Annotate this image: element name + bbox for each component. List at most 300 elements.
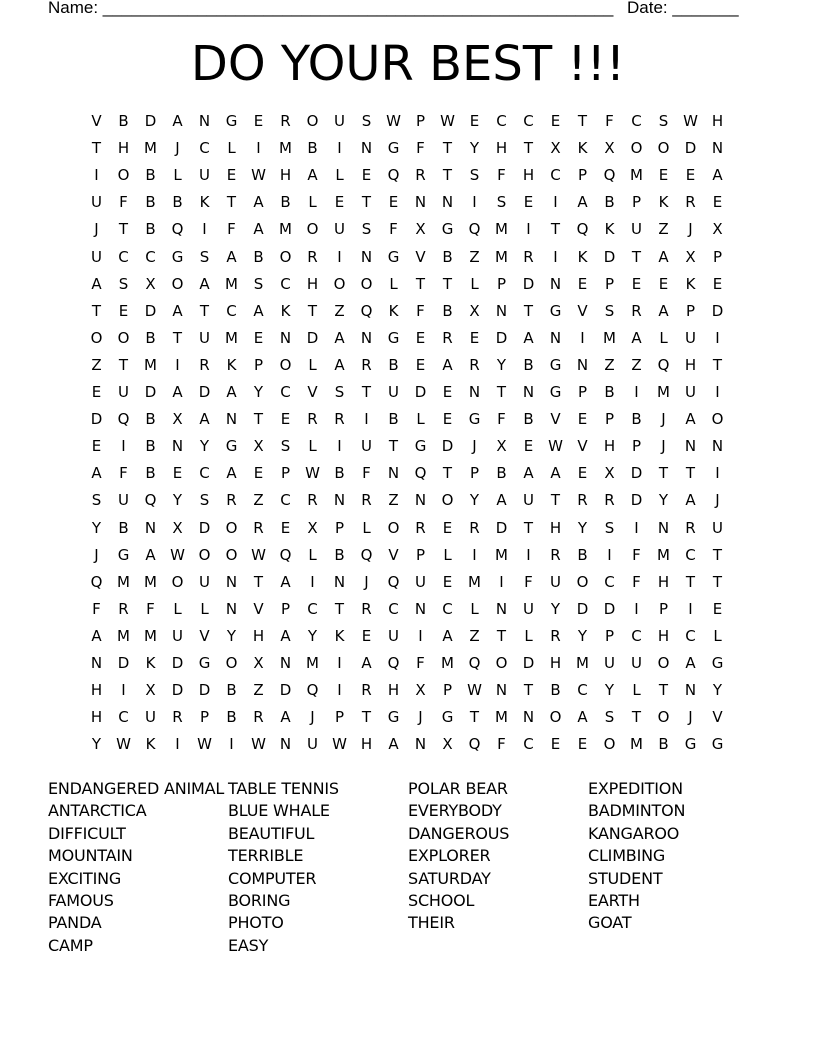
grid-letter: R — [550, 545, 561, 564]
grid-letter: A — [280, 708, 291, 727]
grid-letter: E — [658, 274, 669, 293]
grid-letter: H — [252, 626, 265, 645]
grid-letter: M — [495, 220, 508, 239]
grid-letter: S — [469, 166, 480, 185]
grid-letter: T — [388, 437, 399, 456]
grid-letter: L — [524, 626, 533, 645]
grid-letter: R — [226, 491, 237, 510]
word-list-item: EASY — [228, 935, 269, 955]
grid-letter: B — [577, 545, 588, 564]
grid-letter: U — [388, 626, 399, 645]
grid-letter: I — [715, 383, 720, 401]
grid-letter: E — [577, 735, 588, 754]
word-list-item: EXCITING — [48, 868, 122, 888]
grid-letter: N — [549, 274, 562, 293]
grid-letter: T — [685, 572, 696, 591]
grid-letter: D — [171, 654, 184, 672]
grid-letter: S — [361, 220, 372, 239]
grid-letter: T — [523, 301, 534, 320]
grid-letter: I — [121, 437, 126, 456]
grid-letter: W — [305, 464, 320, 483]
grid-letter: T — [442, 166, 453, 185]
grid-letter: K — [145, 735, 156, 754]
grid-letter: W — [251, 166, 266, 185]
grid-letter: A — [361, 654, 372, 672]
grid-letter: T — [631, 247, 642, 266]
grid-letter: H — [522, 166, 535, 185]
grid-letter: Q — [144, 491, 157, 510]
grid-letter: A — [496, 491, 507, 510]
grid-letter: T — [91, 301, 102, 320]
grid-letter: O — [306, 112, 319, 130]
grid-letter: E — [631, 274, 642, 293]
grid-letter: R — [577, 491, 588, 510]
grid-letter: P — [685, 301, 696, 320]
grid-letter: D — [603, 599, 616, 618]
word-list-item: THEIR — [408, 913, 455, 933]
grid-letter: E — [415, 355, 426, 374]
grid-letter: R — [199, 355, 210, 374]
grid-letter: T — [550, 220, 561, 239]
grid-letter: M — [225, 274, 238, 293]
grid-letter: Y — [577, 626, 588, 645]
grid-letter: W — [467, 681, 482, 700]
word-list-column — [228, 778, 408, 957]
grid-letter: U — [685, 328, 696, 347]
grid-letter: G — [684, 735, 697, 754]
grid-letter: P — [631, 193, 642, 212]
grid-letter: P — [658, 599, 669, 618]
grid-letter: Y — [604, 681, 615, 700]
grid-letter: L — [389, 274, 398, 293]
grid-letter: G — [414, 437, 427, 456]
grid-letter: T — [712, 545, 723, 564]
grid-letter: U — [118, 491, 129, 510]
grid-letter: M — [495, 247, 508, 266]
grid-letter: G — [549, 383, 562, 401]
grid-letter: L — [173, 166, 182, 185]
grid-letter: F — [416, 654, 425, 672]
grid-letter: K — [577, 139, 588, 158]
grid-letter: E — [469, 328, 480, 347]
word-list-item: ANTARCTICA — [48, 801, 147, 821]
grid-letter: U — [172, 626, 183, 645]
grid-letter: J — [175, 139, 180, 158]
grid-letter: D — [198, 518, 211, 537]
grid-letter: B — [307, 139, 318, 158]
grid-letter: K — [577, 247, 588, 266]
grid-letter: Y — [550, 599, 561, 618]
grid-letter: M — [495, 708, 508, 727]
grid-letter: M — [117, 572, 130, 591]
grid-letter: N — [495, 301, 508, 320]
grid-letter: F — [119, 464, 128, 483]
grid-letter: G — [117, 545, 130, 564]
grid-letter: A — [334, 328, 345, 347]
grid-letter: T — [550, 491, 561, 510]
grid-letter: I — [310, 572, 315, 591]
grid-letter: N — [468, 383, 481, 401]
grid-letter: A — [91, 274, 102, 293]
grid-letter: Y — [307, 626, 318, 645]
grid-letter: C — [685, 545, 696, 564]
grid-letter: R — [415, 518, 426, 537]
grid-letter: A — [442, 626, 453, 645]
grid-letter: H — [657, 572, 670, 591]
grid-letter: S — [280, 437, 291, 456]
grid-letter: T — [253, 572, 264, 591]
grid-letter: U — [361, 437, 372, 456]
grid-letter: E — [442, 572, 453, 591]
grid-letter: G — [387, 139, 400, 158]
grid-letter: K — [280, 301, 291, 320]
grid-letter: W — [548, 437, 563, 456]
grid-letter: Q — [387, 572, 400, 591]
grid-letter: L — [308, 437, 317, 456]
grid-letter: W — [683, 112, 698, 130]
grid-letter: Y — [253, 383, 264, 401]
grid-letter: C — [280, 491, 291, 510]
word-list-item: TERRIBLE — [228, 846, 304, 866]
grid-letter: Z — [658, 220, 669, 239]
grid-letter: R — [307, 410, 318, 429]
grid-letter: J — [688, 708, 693, 727]
grid-letter: C — [577, 681, 588, 700]
grid-letter: E — [442, 518, 453, 537]
grid-letter: A — [388, 735, 399, 754]
grid-letter: B — [253, 247, 264, 266]
grid-letter: B — [442, 247, 453, 266]
grid-letter: H — [657, 626, 670, 645]
grid-letter: T — [91, 139, 102, 158]
grid-letter: E — [91, 383, 102, 401]
grid-letter: H — [279, 166, 292, 185]
grid-letter: U — [631, 220, 642, 239]
grid-letter: H — [549, 518, 562, 537]
grid-letter: Y — [658, 491, 669, 510]
grid-letter: N — [360, 328, 373, 347]
grid-letter: D — [414, 383, 427, 401]
grid-letter: I — [715, 464, 720, 483]
grid-letter: G — [441, 708, 454, 727]
grid-letter: A — [658, 247, 669, 266]
grid-letter: Q — [576, 220, 589, 239]
grid-letter: E — [712, 193, 723, 212]
grid-letter: T — [118, 355, 129, 374]
grid-letter: R — [685, 193, 696, 212]
grid-letter: Y — [712, 681, 723, 700]
grid-letter: L — [632, 681, 641, 700]
grid-letter: U — [523, 491, 534, 510]
header — [48, 0, 816, 20]
grid-letter: Z — [631, 355, 642, 374]
word-list-item: EXPEDITION — [588, 779, 683, 798]
grid-letter: Y — [469, 491, 480, 510]
grid-letter: D — [144, 383, 157, 401]
grid-letter: E — [361, 626, 372, 645]
grid-letter: D — [198, 681, 211, 700]
grid-letter: K — [388, 301, 399, 320]
grid-letter: I — [337, 247, 342, 266]
grid-letter: T — [226, 193, 237, 212]
grid-letter: T — [469, 708, 480, 727]
grid-letter: I — [337, 437, 342, 456]
grid-letter: C — [685, 626, 696, 645]
grid-letter: S — [253, 274, 264, 293]
grid-letter: F — [416, 139, 425, 158]
grid-letter: F — [416, 301, 425, 320]
grid-letter: R — [307, 491, 318, 510]
grid-letter: S — [658, 112, 669, 130]
grid-letter: E — [118, 301, 129, 320]
grid-letter: N — [576, 355, 589, 374]
grid-letter: S — [199, 247, 210, 266]
grid-letter: T — [577, 112, 588, 130]
grid-letter: P — [334, 518, 345, 537]
grid-letter: C — [604, 572, 615, 591]
grid-letter: A — [172, 112, 183, 130]
grid-letter: M — [657, 383, 670, 401]
name-field-label: Name: ______________________________________________________ — [48, 0, 614, 17]
grid-letter: B — [118, 112, 129, 130]
grid-letter: D — [279, 681, 292, 700]
grid-letter: Q — [171, 220, 184, 239]
grid-letter: F — [146, 599, 155, 618]
grid-letter: P — [631, 437, 642, 456]
grid-letter: H — [90, 708, 103, 727]
grid-letter: F — [389, 220, 398, 239]
grid-letter: A — [145, 545, 156, 564]
grid-letter: M — [630, 166, 643, 185]
grid-letter: R — [415, 166, 426, 185]
grid-letter: E — [388, 193, 399, 212]
grid-letter: N — [279, 735, 292, 754]
grid-letter: N — [225, 572, 238, 591]
grid-letter: V — [199, 626, 210, 645]
grid-letter: D — [117, 654, 130, 672]
grid-letter: E — [577, 274, 588, 293]
grid-letter: B — [145, 464, 156, 483]
word-list-item: BADMINTON — [588, 801, 686, 821]
grid-letter: R — [280, 112, 291, 130]
grid-letter: Y — [469, 139, 480, 158]
grid-letter: Q — [360, 301, 373, 320]
grid-letter: J — [688, 220, 693, 239]
grid-letter: P — [415, 545, 426, 564]
grid-letter: I — [175, 735, 180, 754]
grid-letter: A — [442, 355, 453, 374]
grid-letter: A — [280, 572, 291, 591]
word-list-item: SATURDAY — [408, 868, 491, 888]
grid-letter: F — [632, 545, 641, 564]
grid-letter: O — [117, 166, 130, 185]
grid-letter: E — [550, 735, 561, 754]
grid-letter: T — [442, 139, 453, 158]
grid-letter: U — [91, 193, 102, 212]
grid-letter: W — [170, 545, 185, 564]
grid-letter: C — [523, 735, 534, 754]
grid-letter: Q — [306, 681, 319, 700]
grid-letter: G — [225, 112, 238, 130]
grid-letter: N — [684, 681, 697, 700]
grid-letter: X — [604, 464, 615, 483]
grid-letter: C — [226, 301, 237, 320]
grid-letter: V — [550, 410, 561, 429]
grid-letter: C — [199, 464, 210, 483]
grid-letter: J — [472, 437, 477, 456]
grid-letter: B — [631, 410, 642, 429]
grid-letter: Q — [387, 654, 400, 672]
grid-letter: O — [171, 572, 184, 591]
grid-letter: N — [414, 735, 427, 754]
grid-letter: M — [144, 626, 157, 645]
grid-letter: V — [307, 383, 318, 401]
grid-letter: Y — [496, 355, 507, 374]
grid-letter: C — [307, 599, 318, 618]
grid-letter: I — [121, 681, 126, 700]
grid-letter: C — [388, 599, 399, 618]
grid-letter: E — [334, 193, 345, 212]
grid-letter: I — [256, 139, 261, 158]
grid-letter: D — [522, 274, 535, 293]
letter-grid — [83, 111, 733, 761]
grid-letter: T — [685, 464, 696, 483]
grid-letter: A — [253, 193, 264, 212]
grid-letter: A — [334, 355, 345, 374]
grid-letter: N — [144, 518, 157, 537]
word-list-column — [48, 778, 228, 957]
grid-letter: Z — [469, 626, 480, 645]
grid-letter: I — [337, 654, 342, 672]
grid-letter: A — [253, 301, 264, 320]
grid-letter: J — [94, 545, 99, 564]
grid-letter: J — [418, 708, 423, 727]
grid-letter: R — [631, 301, 642, 320]
grid-letter: G — [387, 708, 400, 727]
grid-letter: R — [334, 410, 345, 429]
grid-letter: B — [523, 410, 534, 429]
grid-letter: B — [145, 220, 156, 239]
grid-letter: L — [200, 599, 209, 618]
grid-letter: I — [418, 626, 423, 645]
grid-letter: O — [360, 274, 373, 293]
grid-letter: A — [226, 247, 237, 266]
grid-letter: M — [657, 545, 670, 564]
grid-letter: N — [171, 437, 184, 456]
grid-letter: E — [280, 518, 291, 537]
grid-letter: W — [332, 735, 347, 754]
grid-letter: P — [280, 464, 291, 483]
word-list-item: DANGEROUS — [408, 823, 510, 843]
word-list-item: SCHOOL — [408, 891, 475, 911]
grid-letter: N — [360, 139, 373, 158]
word-list-item: STUDENT — [588, 868, 663, 888]
grid-letter: U — [91, 247, 102, 266]
word-list-item: POLAR BEAR — [408, 779, 508, 798]
grid-letter: E — [415, 328, 426, 347]
grid-letter: L — [227, 139, 236, 158]
grid-letter: Q — [603, 166, 616, 185]
grid-letter: K — [604, 220, 615, 239]
grid-letter: I — [634, 518, 639, 537]
grid-letter: A — [685, 410, 696, 429]
grid-letter: S — [604, 518, 615, 537]
grid-letter: I — [553, 247, 558, 266]
grid-letter: N — [414, 491, 427, 510]
grid-letter: O — [306, 220, 319, 239]
grid-letter: R — [361, 491, 372, 510]
grid-letter: Z — [334, 301, 345, 320]
grid-letter: X — [496, 437, 507, 456]
grid-letter: X — [415, 220, 426, 239]
grid-letter: A — [91, 464, 102, 483]
grid-letter: U — [334, 112, 345, 130]
grid-letter: E — [91, 437, 102, 456]
grid-letter: R — [253, 708, 264, 727]
grid-letter: P — [712, 247, 723, 266]
grid-letter: T — [631, 708, 642, 727]
grid-letter: U — [415, 572, 426, 591]
grid-letter: R — [442, 328, 453, 347]
grid-letter: K — [334, 626, 345, 645]
grid-letter: G — [711, 735, 724, 754]
grid-letter: L — [470, 274, 479, 293]
grid-letter: D — [306, 328, 319, 347]
grid-letter: R — [307, 247, 318, 266]
grid-letter: M — [279, 139, 292, 158]
word-list-item: PANDA — [48, 913, 102, 933]
grid-letter: P — [577, 383, 588, 401]
grid-letter: F — [119, 193, 128, 212]
grid-letter: D — [90, 410, 103, 429]
grid-letter: O — [603, 735, 616, 754]
grid-letter: G — [171, 247, 184, 266]
grid-letter: G — [387, 247, 400, 266]
grid-letter: O — [225, 545, 238, 564]
grid-letter: J — [715, 491, 720, 510]
grid-letter: I — [526, 220, 531, 239]
grid-letter: O — [90, 328, 103, 347]
grid-letter: I — [715, 328, 720, 347]
grid-letter: H — [360, 735, 373, 754]
grid-letter: Z — [253, 681, 264, 700]
grid-letter: X — [685, 247, 696, 266]
grid-letter: H — [90, 681, 103, 700]
grid-letter: C — [118, 708, 129, 727]
grid-letter: F — [227, 220, 236, 239]
grid-letter: N — [360, 247, 373, 266]
word-list-item: BORING — [228, 891, 291, 911]
grid-letter: X — [145, 274, 156, 293]
grid-letter: W — [251, 545, 266, 564]
grid-letter: I — [472, 545, 477, 564]
grid-letter: C — [199, 139, 210, 158]
grid-letter: D — [711, 301, 724, 320]
grid-letter: U — [199, 572, 210, 591]
grid-letter: P — [496, 274, 507, 293]
word-list-item: ENDANGERED ANIMAL — [48, 779, 225, 798]
grid-letter: K — [658, 193, 669, 212]
grid-letter: D — [576, 599, 589, 618]
grid-letter: I — [202, 220, 207, 239]
grid-letter: P — [253, 355, 264, 374]
grid-letter: T — [712, 355, 723, 374]
grid-letter: D — [171, 681, 184, 700]
grid-letter: L — [470, 599, 479, 618]
grid-letter: J — [310, 708, 315, 727]
grid-letter: O — [279, 355, 292, 374]
grid-letter: R — [523, 247, 534, 266]
